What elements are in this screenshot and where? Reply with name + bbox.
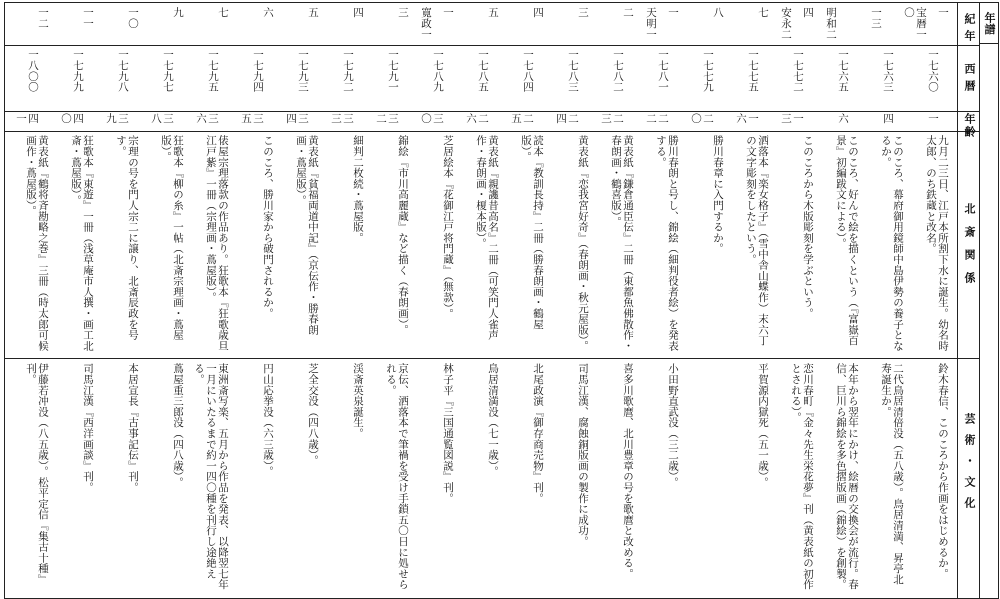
era-number: 一 [667, 7, 679, 18]
era-number: 四 [802, 7, 814, 18]
chronology-table [4, 2, 999, 599]
year-column [863, 3, 908, 596]
age: 三六 [195, 113, 219, 124]
era-number: 一一 [82, 7, 94, 29]
era-label: 宝暦一〇 [903, 7, 927, 40]
hokusai-entry: 黄表紙『鶴将斉勘略之巻』三冊（時太郎可候画作・蔦屋版）。 [25, 135, 49, 351]
art-entry: 渓斎英泉誕生。 [352, 363, 364, 439]
art-entry: 円山応挙没（六三歳）。 [262, 363, 274, 477]
hokusai-entry: 九月二三日、江戸本所割下水に誕生。幼名時太郎、のち鉄蔵と改名。 [925, 135, 949, 351]
era-label: 寛政一 [420, 7, 432, 40]
hokusai-entry: 狂歌本『柳の糸』一帖（北斎宗理画・蔦屋版）。 [160, 135, 184, 341]
header-hokusai: 北斎関係 [963, 203, 976, 295]
age: 二〇 [690, 113, 714, 124]
hokusai-entry: 勝川春章に入門するか。 [712, 135, 724, 254]
age: 二四 [555, 113, 579, 124]
age: 三三 [330, 113, 354, 124]
art-entry: 東洲斎写楽、五月から作品を発表、以降翌七年一月にいたるまで約一四〇種を刊行し途絶える。 [193, 363, 229, 590]
hokusai-entry: このころ、勝川家から破門されるか。 [262, 135, 274, 319]
western-year: 一七九七 [162, 49, 174, 93]
age: 二六 [465, 113, 489, 124]
header-western: 西暦 [963, 63, 976, 97]
hokusai-entry: 勝川春朗と号し、錦絵（細判役者絵）を発表する。 [655, 135, 679, 351]
year-column [233, 3, 278, 596]
western-year: 一七九八 [117, 49, 129, 93]
year-column [278, 3, 323, 596]
western-year: 一七七二 [792, 49, 804, 93]
art-entry: 恋川春町『金々先生栄花夢』刊（黄表紙の初作とされる）。 [790, 363, 814, 590]
year-column [683, 3, 728, 596]
hokusai-entry: このころから木版彫刻を学ぶという。 [802, 135, 814, 319]
western-year: 一七七九 [702, 49, 714, 93]
year-column [728, 3, 773, 596]
era-number: 五 [307, 7, 319, 18]
western-year: 一七八五 [477, 49, 489, 93]
year-column [503, 3, 548, 596]
western-year: 一七八九 [432, 49, 444, 93]
age: 四一 [15, 113, 39, 124]
age: 三五 [240, 113, 264, 124]
year-column [903, 3, 953, 596]
hokusai-entry: このころ、幕府御用鏡師中島伊勢の養子となるか。 [880, 135, 904, 351]
age: 六 [837, 113, 849, 124]
hokusai-entry: 宗理の号を門人宗二に譲り、北斎辰政を号す。 [115, 135, 139, 341]
art-entry: 二代鳥居清倍没（五八歳）。鳥居清満、昇亭北寿誕生か。 [880, 363, 904, 585]
age: 三九 [105, 113, 129, 124]
hokusai-entry: 黄表紙『親讒昔高名』二冊（可笑門人雀声作・春朗画・榎本版）。 [475, 135, 499, 341]
era-number: 八 [712, 7, 724, 18]
year-column [368, 3, 413, 596]
era-label: 明和二 [825, 7, 837, 40]
age: 一六 [735, 113, 759, 124]
art-entry: 本居宣長『古事記伝』刊。 [127, 363, 139, 493]
year-column [413, 3, 458, 596]
era-number: 六 [262, 7, 274, 18]
hokusai-entry: 俵屋宗理落款の作品あり。狂歌本『狂歌歳旦江戸紫』一冊（宗理画・蔦屋版）。 [205, 135, 229, 351]
header-art: 芸術・文化 [963, 413, 976, 518]
era-number: 一 [937, 7, 949, 18]
year-column [143, 3, 188, 596]
header-era: 紀年 [963, 13, 976, 47]
hokusai-entry: 細判二枚続・蔦屋版。 [352, 135, 364, 243]
art-entry: 北尾政演『御存商売物』刊。 [532, 363, 544, 504]
era-label: 天明一 [645, 7, 657, 40]
age: 一三 [780, 113, 804, 124]
year-column [548, 3, 593, 596]
era-number: 五 [487, 7, 499, 18]
era-number: 四 [532, 7, 544, 18]
era-number: 三 [577, 7, 589, 18]
year-column [458, 3, 503, 596]
age: 四 [882, 113, 894, 124]
era-number: 二 [622, 7, 634, 18]
art-entry: 本年から翌年にかけ、絵暦の交換会が流行。春信、巨川ら錦絵を多色摺版画（錦絵）を創製。 [835, 363, 859, 590]
era-number: 九 [172, 7, 184, 18]
year-column [593, 3, 638, 596]
western-year: 一七八二 [612, 49, 624, 93]
age: 二三 [600, 113, 624, 124]
western-year: 一七七五 [747, 49, 759, 93]
age: 二二 [645, 113, 669, 124]
era-label: 一三 [870, 7, 882, 29]
era-number: 七 [757, 7, 769, 18]
art-entry: 小田野直武没（三二歳）。 [667, 363, 679, 488]
art-entry: 平賀源内獄死（五一歳）。 [757, 363, 769, 488]
western-year: 一七六〇 [927, 49, 939, 93]
era-number: 一〇 [127, 7, 139, 29]
hokusai-entry: 黄表紙『恋我宮好奇』（春朗画・秋元屋版）。 [577, 135, 589, 352]
art-entry: 蔦屋重三郎没（四八歳）。 [172, 363, 184, 488]
western-year: 一七九五 [207, 49, 219, 93]
year-column [188, 3, 233, 596]
hokusai-entry: 黄表紙『鎌倉通臣伝』二冊（東都魚佛散作・春朗画・鶴喜版）。 [610, 135, 634, 351]
art-entry: 鳥居清満没（七一歳）。 [487, 363, 499, 477]
age: 三八 [150, 113, 174, 124]
western-year: 一七八一 [657, 49, 669, 93]
age: 四〇 [60, 113, 84, 124]
art-entry: 芝全交没（四八歳）。 [307, 363, 319, 466]
year-column [773, 3, 818, 596]
art-entry: 林子平『三国通覧図説』刊。 [442, 363, 454, 504]
age: 三〇 [420, 113, 444, 124]
hokusai-entry: 読本『教訓長持』二冊（勝春朗画・鶴屋版）。 [520, 135, 544, 330]
western-year: 一七九二 [342, 49, 354, 93]
era-label: 安永二 [780, 7, 792, 40]
year-column [8, 3, 53, 596]
hokusai-entry: 錦絵『市川高麗蔵』など描く（春朗画）。 [397, 135, 409, 335]
western-year: 一七九九 [72, 49, 84, 93]
western-year: 一七九三 [297, 49, 309, 93]
year-column [98, 3, 143, 596]
age: 三二 [375, 113, 399, 124]
hokusai-entry: 洒落本『楽女格子』（雪中舎山蝶作）末六丁の文字彫刻をしたという。 [745, 135, 769, 346]
art-entry: 鈴木春信、このころから作画をはじめるか。 [937, 363, 949, 579]
western-year: 一七八四 [522, 49, 534, 93]
page-tab: 年譜 [979, 3, 998, 44]
hokusai-entry: 芝居絵本『花御江戸将門蔵』（無款）。 [442, 135, 454, 319]
year-column [818, 3, 863, 596]
hokusai-entry: このころ、好んで絵を描くという（『富嶽百景』初編跋文による）。 [835, 135, 859, 346]
year-column [638, 3, 683, 596]
hokusai-entry: 黄表紙『貧福両道中記』（京伝作・勝春朗画・蔦屋版）。 [295, 135, 319, 335]
hokusai-entry: 狂歌本『東遊』一冊（浅草庵市人撰・画工北斎・蔦屋版）。 [70, 135, 94, 351]
western-year: 一七九一 [387, 49, 399, 93]
western-year: 一七九四 [252, 49, 264, 93]
art-entry: 喜多川歌麿、北川豊章の号を歌麿と改める。 [622, 363, 634, 579]
western-year: 一七八三 [567, 49, 579, 93]
western-year: 一七六五 [837, 49, 849, 93]
art-entry: 司馬江漢『西洋画談』刊。 [82, 363, 94, 493]
era-number: 三 [397, 7, 409, 18]
era-number: 一 [442, 7, 454, 18]
age: 一 [927, 113, 939, 124]
western-year: 一七六三 [882, 49, 894, 93]
age: 二五 [510, 113, 534, 124]
year-column [323, 3, 368, 596]
western-year: 一八〇〇 [27, 49, 39, 93]
art-entry: 京伝、洒落本で筆禍を受け手鎖五〇日に処せられる。 [385, 363, 409, 590]
year-column [53, 3, 98, 596]
era-number: 四 [352, 7, 364, 18]
era-number: 七 [217, 7, 229, 18]
header-age: 年齢 [963, 113, 976, 139]
art-entry: 伊藤若冲没（八五歳）。松平定信『集古十種』刊。 [25, 363, 49, 585]
era-number: 一二 [37, 7, 49, 29]
art-entry: 司馬江漢、腐蝕銅版画の製作に成功。 [577, 363, 589, 547]
age: 三四 [285, 113, 309, 124]
